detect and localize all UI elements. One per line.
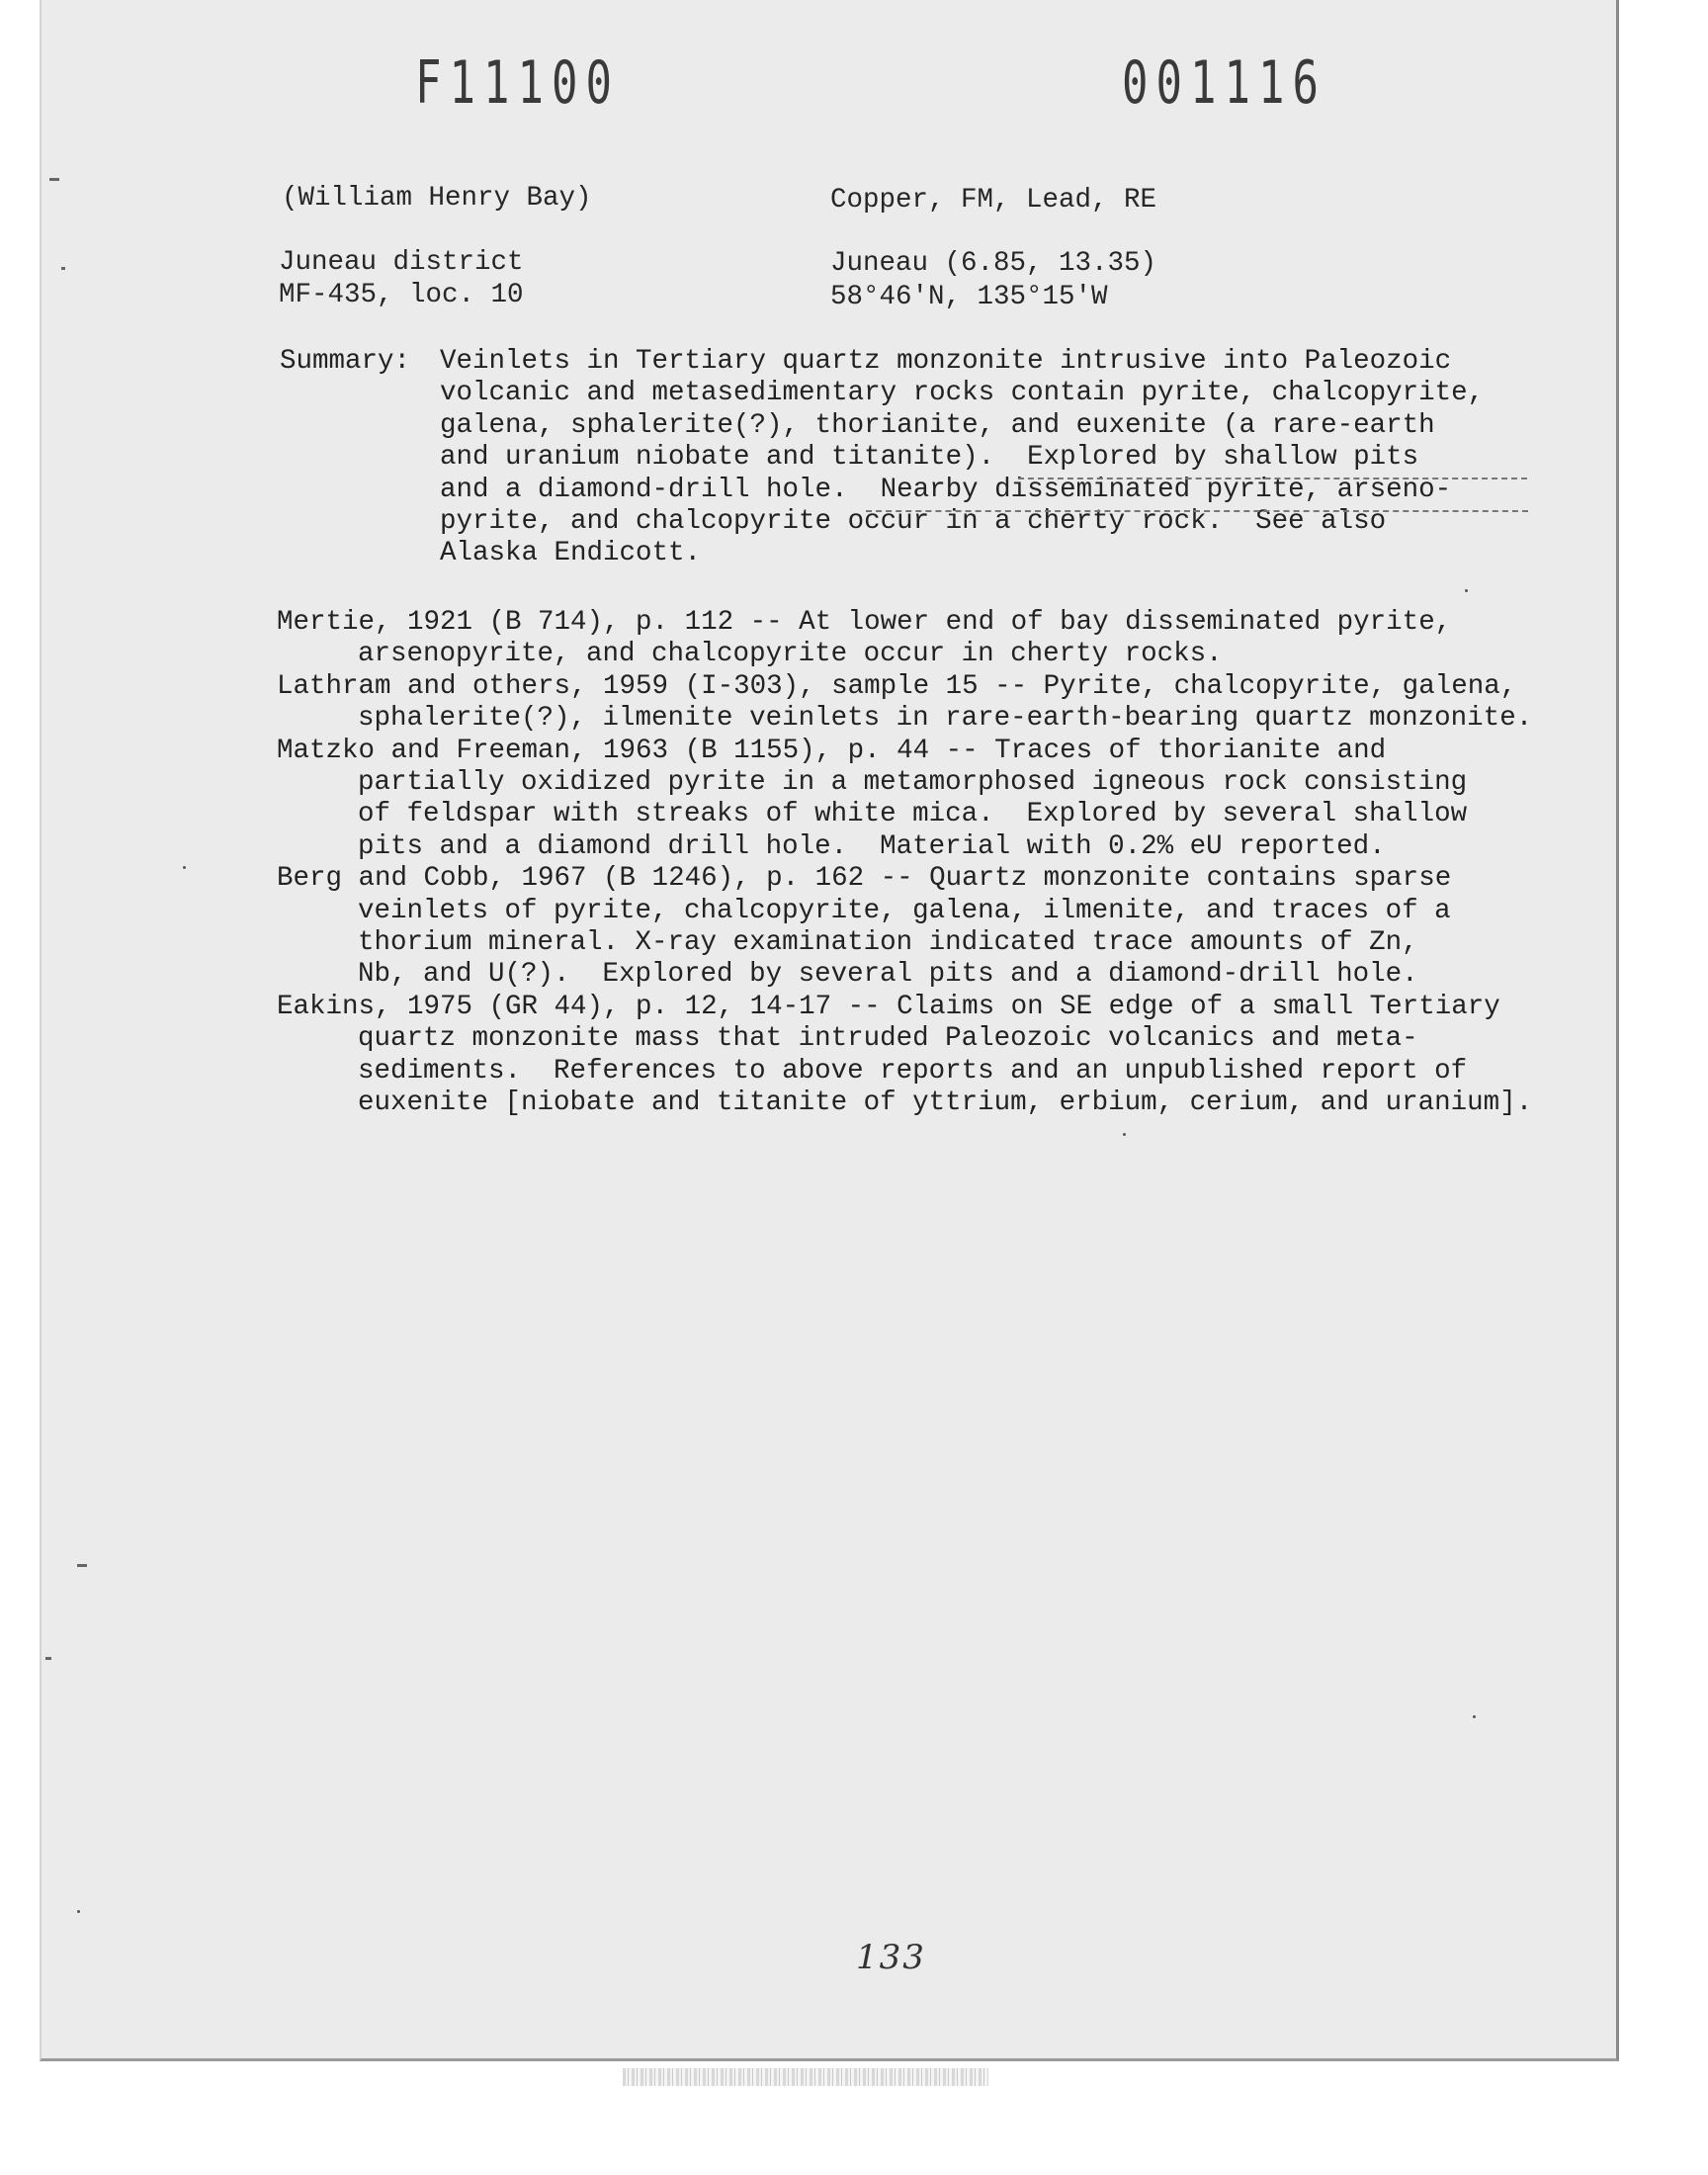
summary-label: Summary: [280, 346, 411, 377]
scan-speck [1473, 1715, 1476, 1718]
reference-continuation: euxenite [niobate and titanite of yttrium, erbium, cerium, and uranium]. [358, 1088, 1533, 1119]
location-name: (William Henry Bay) [282, 183, 592, 214]
reference-entry [277, 671, 1552, 736]
summary-line: galena, sphalerite(?), thorianite, and euxenite (a rare-earth [440, 409, 1435, 441]
reference-entry [277, 607, 1552, 671]
reference-entry [277, 863, 1552, 992]
stamp-number-right: 001116 [1122, 49, 1326, 118]
quadrangle: Juneau (6.85, 13.35) [830, 248, 1157, 279]
reference-continuation: of feldspar with streaks of white mica. Explored by several shallow [358, 799, 1468, 830]
summary-line: Veinlets in Tertiary quartz monzonite intrusive into Paleozoic [440, 346, 1452, 377]
district: Juneau district [279, 247, 524, 278]
reference-continuation: veinlets of pyrite, chalcopyrite, galena, ilmenite, and traces of a [358, 895, 1451, 926]
reference-continuation: quartz monzonite mass that intruded Paleozoic volcanics and meta- [358, 1023, 1418, 1055]
scan-edge-strip [623, 2068, 988, 2086]
scan-mark [49, 178, 59, 181]
scan-mark [61, 267, 65, 270]
scan-speck [183, 866, 186, 869]
stamp-number-left: F11100 [415, 49, 620, 118]
scan-speck [1123, 1133, 1126, 1136]
references-list [277, 607, 1552, 1120]
handwritten-underline [1018, 478, 1527, 479]
summary-line: volcanic and metasedimentary rocks contain pyrite, chalcopyrite, [440, 378, 1485, 409]
reference-continuation: sediments. References to above reports and an unpublished report of [358, 1055, 1468, 1087]
page-number: 133 [856, 1938, 926, 1977]
summary-text [440, 346, 1517, 570]
scan-mark [77, 1564, 87, 1567]
reference-continuation: arsenopyrite, and chalcopyrite occur in cherty rocks. [358, 639, 1223, 670]
scan-speck [1465, 589, 1468, 592]
coordinates: 58°46'N, 135°15'W [830, 282, 1108, 312]
map-reference: MF-435, loc. 10 [279, 280, 524, 310]
summary-line: Alaska Endicott. [440, 538, 702, 569]
reference-continuation: Nb, and U(?). Explored by several pits and a diamond-drill hole. [358, 959, 1418, 991]
scan-speck [77, 1910, 80, 1913]
reference-citation: Eakins, 1975 (GR 44), p. 12, 14-17 -- Claims on SE edge of a small Tertiary [277, 991, 1500, 1022]
scan-mark [45, 1657, 51, 1660]
reference-entry [277, 992, 1552, 1120]
summary-line: and uranium niobate and titanite). Explored by shallow pits [440, 442, 1419, 474]
reference-citation: Matzko and Freeman, 1963 (B 1155), p. 44 -- Traces of thorianite and [277, 735, 1387, 766]
summary-line: and a diamond-drill hole. Nearby disseminated pyrite, arseno- [440, 474, 1452, 505]
commodities: Copper, FM, Lead, RE [830, 185, 1157, 216]
reference-continuation: sphalerite(?), ilmenite veinlets in rare-earth-bearing quartz monzonite. [358, 703, 1533, 735]
reference-citation: Mertie, 1921 (B 714), p. 112 -- At lower end of bay disseminated pyrite, [277, 607, 1452, 638]
summary-line: pyrite, and chalcopyrite occur in a cherty rock. See also [440, 506, 1387, 538]
reference-continuation: pits and a diamond drill hole. Material with 0.2% eU reported. [358, 830, 1386, 862]
handwritten-underline [866, 510, 1528, 512]
reference-continuation: thorium mineral. X-ray examination indicated trace amounts of Zn, [358, 927, 1418, 959]
reference-continuation: partially oxidized pyrite in a metamorphosed igneous rock consisting [358, 767, 1468, 799]
reference-citation: Berg and Cobb, 1967 (B 1246), p. 162 -- Quartz monzonite contains sparse [277, 863, 1452, 895]
reference-citation: Lathram and others, 1959 (I-303), sample 15 -- Pyrite, chalcopyrite, galena, [277, 670, 1517, 702]
reference-entry [277, 736, 1552, 864]
